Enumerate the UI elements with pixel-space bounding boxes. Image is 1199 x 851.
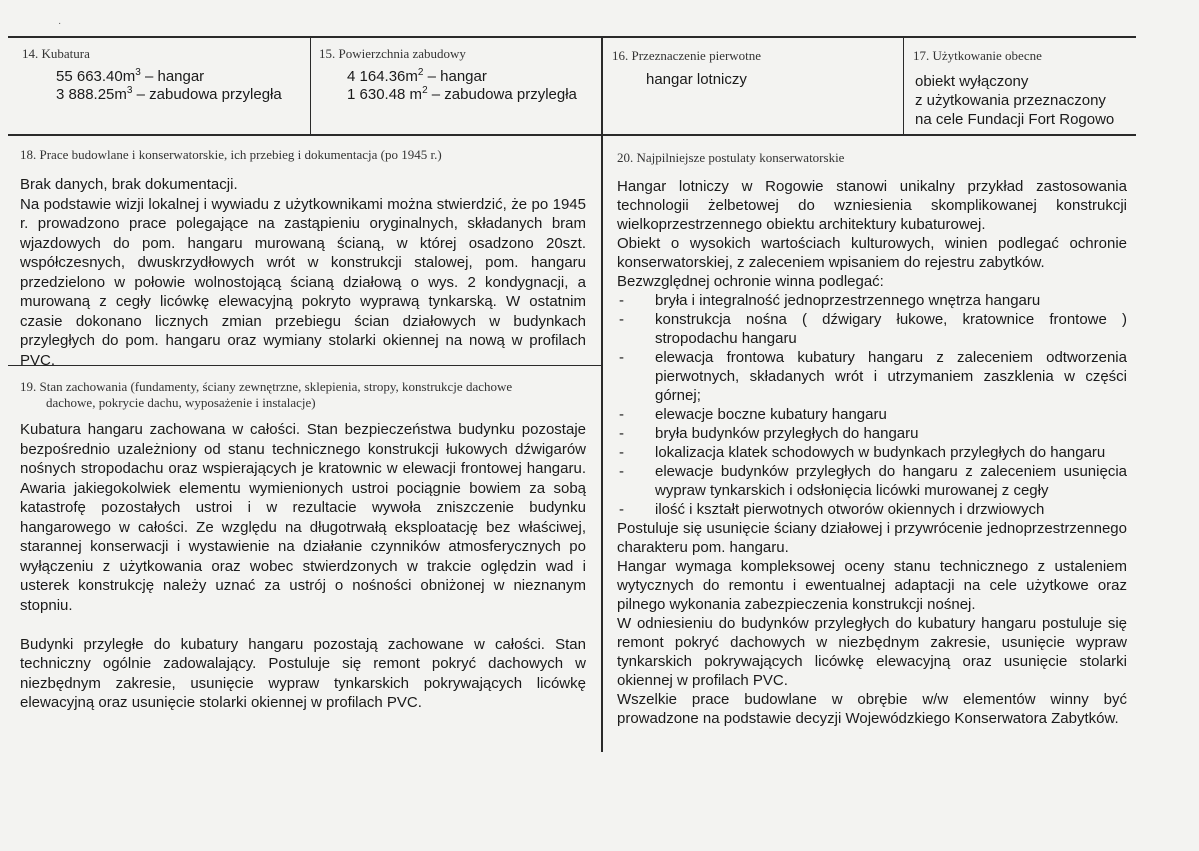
section-20 [617,150,1127,728]
section-20-body [617,177,1127,728]
section-20-para-2: Obiekt o wysokich wartościach kulturowych, winien podlegać ochronie konserwatorskiej, z zaleceniem wpisaniem do rejestru zabytków. [617,235,1127,271]
cell-kubatura [22,46,307,104]
powierzchnia-values [347,68,599,104]
kubatura-zabudowa-desc: – zabudowa przyległa [132,86,282,103]
grid-line-v3 [903,36,904,135]
kubatura-hangar-desc: – hangar [140,68,205,85]
uzytkowanie-values [915,72,1135,129]
protection-item: - ilość i kształt pierwotnych otworów okiennych i drzwiowych [617,500,1127,519]
powierzchnia-zabudowa [347,86,599,104]
cell-uzytkowanie [913,48,1135,129]
section-20-para-6: W odniesieniu do budynków przyległych do kubatury hangaru postuluje się remont pokryć dachowych w niezbędnym zakresie, usunięcie wypraw tynkarskich pokrywających licówkę elewacyjną oraz usunięcie stolarki okiennej w profilach PVC. [617,615,1127,689]
cell-powierzchnia-label: 15. Powierzchnia zabudowy [319,46,466,61]
powierzchnia-hangar-desc: – hangar [423,68,487,85]
powierzchnia-hangar [347,68,599,86]
powierzchnia-hangar-unit: 2 [417,67,424,78]
cell-kubatura-label: 14. Kubatura [22,46,90,61]
section-20-para-7: Wszelkie prace budowlane w obrębie w/w elementów winny być prowadzone na podstawie decyzji Wojewódzkiego Konserwatora Zabytków. [617,691,1127,727]
protection-list [617,291,1127,519]
kubatura-values [56,68,307,104]
kubatura-hangar [56,68,307,86]
kubatura-zabudowa-unit: 3 [126,85,133,96]
protection-item: - elewacje boczne kubatury hangaru [617,405,1127,424]
section-20-para-5: Hangar wymaga kompleksowej oceny stanu technicznego z ustaleniem wytycznych do remontu i ewentualnej adaptacji na cele użytkowe oraz pilnego wykonania zabezpieczenia konstrukcji nośnej. [617,558,1127,613]
section-19-para-2: Budynki przyległe do kubatury hangaru pozostają zachowane w całości. Stan techniczny ogólnie zadowalający. Postuluje się remont pokryć dachowych w niezbędnym zakresie, usunięcie wypraw tynkarskich pokrywających licówkę elewacyjną oraz usunięcie stolarki okiennej w profilach PVC. [20,635,586,711]
section-19 [20,379,586,713]
grid-line-v2 [601,36,603,752]
section-19-label-line-2: dachowe, pokrycie dachu, wyposażenie i instalacje) [46,395,316,410]
protection-item: - elewacje budynków przyległych do hangaru z zaleceniem usunięcia wypraw tynkarskich i odsłonięcia licówki murowanej z cegły [617,462,1127,500]
section-18-para-1: Brak danych, brak dokumentacji. [20,176,238,193]
cell-przeznaczenie-label: 16. Przeznaczenie pierwotne [612,48,762,63]
grid-line-top [8,36,1136,38]
kubatura-zabudowa-num: 3 888.25m [56,86,127,103]
grid-line-header-bottom [8,134,1136,136]
przeznaczenie-value: hangar lotniczy [646,71,747,88]
powierzchnia-hangar-num: 4 164.36m [347,68,418,85]
section-20-label: 20. Najpilniejsze postulaty konserwatorskie [617,150,845,165]
uzytkowanie-line-2: z użytkowania przeznaczony [915,92,1106,109]
cell-powierzchnia [319,46,599,104]
section-19-body [20,420,586,713]
uzytkowanie-line-1: obiekt wyłączony [915,73,1029,90]
section-19-label [20,379,586,411]
protection-item: - konstrukcja nośna ( dźwigary łukowe, kratownice frontowe ) stropodachu hangaru [617,310,1127,348]
powierzchnia-zabudowa-desc: – zabudowa przyległa [427,86,577,103]
section-18 [20,147,586,370]
section-20-para-3: Bezwzględnej ochronie winna podlegać: [617,273,884,290]
section-19-para-1: Kubatura hangaru zachowana w całości. Stan bezpieczeństwa budynku pozostaje bezpośrednio uzależniony od stanu technicznego konstrukcji łukowych dźwigarów nośnych stropodachu oraz wspierających je kratownic w elewacji frontowej hangaru. Awaria jakiegokolwiek elementu wymienionych ustroi pociągnie bowiem za sobą katastrofę pozostałych ustroi i w rezultacie wywoła zniszczenie budynku hangarowego w całości. Ze względu na długotrwałą eksploatację bez właściwej, starannej konserwacji i wystawienie na działanie czynników atmosferycznych po wyłączeniu z użytkowania oraz wobec stwierdzonych w trakcie oględzin wad i usterek konstrukcję należy uznać za ustrój o nośności obniżonej w nieznanym stopniu. [20,421,586,614]
section-18-label: 18. Prace budowlane i konserwatorskie, ich przebieg i dokumentacja (po 1945 r.) [20,147,442,162]
protection-item: - bryła budynków przyległych do hangaru [617,424,1127,443]
section-20-para-1: Hangar lotniczy w Rogowie stanowi unikalny przykład zastosowania technologii żelbetowej do wzniesienia skomplikowanej konstrukcji wielkoprzestrzennego obiektu architektury kubaturowej. [617,178,1127,233]
powierzchnia-zabudowa-num: 1 630.48 m [347,86,423,103]
cell-przeznaczenie [612,48,900,90]
powierzchnia-zabudowa-unit: 2 [422,85,428,96]
grid-line-v1 [310,36,311,135]
section-18-para-2: Na podstawie wizji lokalnej i wywiadu z użytkownikami można stwierdzić, że po 1945 r. prowadzono prace polegające na zastąpieniu oryginalnych, składanych bram wjazdowych do pom. hangaru murowaną ścianą, w której osadzono 20szt. współczesnych, dwuskrzydłowych wrót w konstrukcji stalowej, pom. hangaru przedzielono w połowie wolnostojącą ścianą działową o wys. 2 kondygnacji, a murowaną z cegły licówkę elewacyjną pokryto wyprawą tynkarską. W ostatnim czasie dokonano licznych zmian przebiegu ścian działowych w budynkach przyległych do pom. hangaru oraz wymiany stolarki okiennej na nową w profilach PVC. [20,195,586,369]
kubatura-hangar-num: 55 663.40m [56,68,136,85]
uzytkowanie-line-3: na cele Fundacji Fort Rogowo [915,111,1115,128]
kubatura-hangar-unit: 3 [135,67,141,78]
cell-uzytkowanie-label: 17. Użytkowanie obecne [913,48,1042,63]
scan-mark: · [58,18,62,29]
protection-item: - elewacja frontowa kubatury hangaru z zaleceniem odtworzenia pierwotnych, składanych wrót i utrzymaniem zaszklenia w części górnej; [617,348,1127,405]
section-18-body [20,175,586,370]
protection-item: - bryła i integralność jednoprzestrzennego wnętrza hangaru [617,291,1127,310]
section-20-para-4: Postuluje się usunięcie ściany działowej i przywrócenie jednoprzestrzennego charakteru pom. hangaru. [617,520,1127,556]
section-19-label-line-1: 19. Stan zachowania (fundamenty, ściany zewnętrzne, sklepienia, stropy, konstrukcje dachowe [20,379,513,394]
kubatura-zabudowa [56,86,307,104]
protection-item: - lokalizacja klatek schodowych w budynkach przyległych do hangaru [617,443,1127,462]
